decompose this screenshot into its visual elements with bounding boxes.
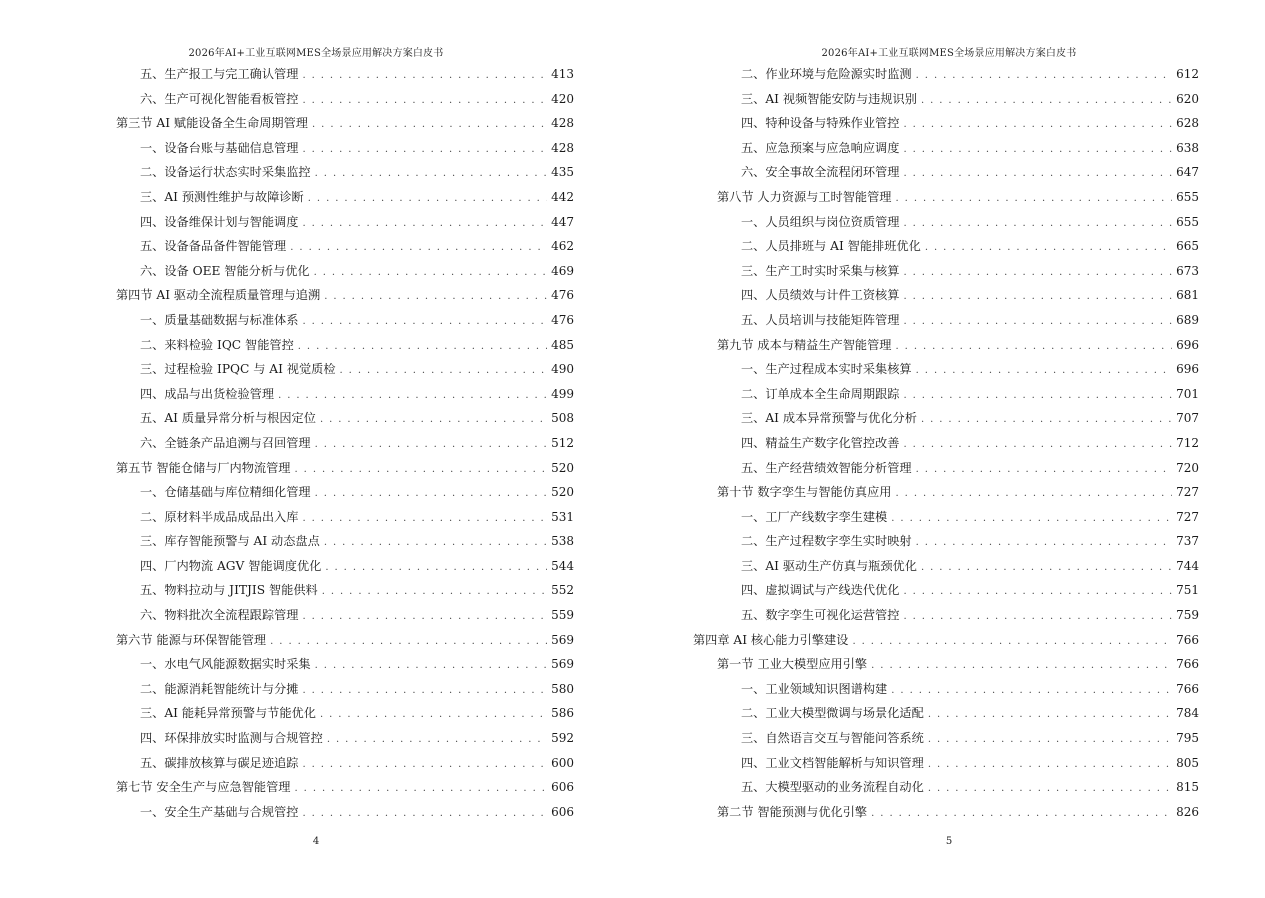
toc-section-entry[interactable] bbox=[717, 333, 1199, 358]
dot-leader bbox=[315, 482, 547, 507]
toc-entry-page: 485 bbox=[551, 337, 574, 352]
toc-subsection-entry[interactable] bbox=[717, 406, 1199, 431]
toc-chapter-entry[interactable] bbox=[693, 628, 1199, 653]
toc-entry-page: 520 bbox=[551, 460, 574, 475]
toc-section-entry[interactable] bbox=[116, 283, 574, 308]
toc-subsection-entry[interactable] bbox=[116, 554, 574, 579]
toc-list bbox=[693, 62, 1199, 824]
toc-section-entry[interactable] bbox=[717, 480, 1199, 505]
toc-subsection-entry[interactable] bbox=[116, 333, 574, 358]
dot-leader bbox=[302, 605, 547, 630]
toc-entry-title: 五、数字孪生可视化运营管控 bbox=[741, 608, 900, 623]
toc-subsection-entry[interactable] bbox=[717, 210, 1199, 235]
toc-entry-title: 第二节 智能预测与优化引擎 bbox=[717, 804, 868, 819]
toc-subsection-entry[interactable] bbox=[717, 505, 1199, 530]
toc-entry-page: 428 bbox=[551, 116, 574, 131]
dot-leader bbox=[928, 753, 1172, 778]
dot-leader bbox=[308, 187, 547, 212]
toc-entry-title: 三、AI 能耗异常预警与节能优化 bbox=[140, 706, 316, 721]
toc-subsection-entry[interactable] bbox=[116, 259, 574, 284]
toc-entry-page: 544 bbox=[551, 558, 574, 573]
toc-subsection-entry[interactable] bbox=[717, 111, 1199, 136]
dot-leader bbox=[903, 310, 1172, 335]
toc-entry-title: 五、AI 质量异常分析与根因定位 bbox=[140, 411, 316, 426]
dot-leader bbox=[295, 458, 548, 483]
toc-subsection-entry[interactable] bbox=[116, 87, 574, 112]
dot-leader bbox=[324, 531, 547, 556]
toc-entry-page: 638 bbox=[1176, 140, 1199, 155]
toc-subsection-entry[interactable] bbox=[116, 431, 574, 456]
toc-entry-page: 586 bbox=[551, 706, 574, 721]
toc-entry-page: 655 bbox=[1176, 189, 1199, 204]
dot-leader bbox=[925, 236, 1172, 261]
toc-subsection-entry[interactable] bbox=[116, 210, 574, 235]
dot-leader bbox=[903, 605, 1172, 630]
toc-subsection-entry[interactable] bbox=[717, 701, 1199, 726]
toc-entry-page: 428 bbox=[551, 140, 574, 155]
toc-subsection-entry[interactable] bbox=[717, 456, 1199, 481]
toc-entry-page: 759 bbox=[1176, 608, 1199, 623]
toc-entry-title: 一、生产过程成本实时采集核算 bbox=[741, 362, 912, 377]
toc-entry-title: 第六节 能源与环保智能管理 bbox=[116, 632, 267, 647]
toc-entry-title: 五、大模型驱动的业务流程自动化 bbox=[741, 780, 924, 795]
dot-leader bbox=[891, 507, 1172, 532]
toc-subsection-entry[interactable] bbox=[116, 62, 574, 87]
toc-entry-title: 四、成品与出货检验管理 bbox=[140, 386, 275, 401]
toc-entry-page: 727 bbox=[1176, 485, 1199, 500]
toc-subsection-entry[interactable] bbox=[116, 652, 574, 677]
dot-leader bbox=[302, 138, 547, 163]
dot-leader bbox=[896, 482, 1173, 507]
toc-entry-page: 689 bbox=[1176, 312, 1199, 327]
page-right bbox=[633, 0, 1265, 898]
toc-entry-page: 766 bbox=[1176, 681, 1199, 696]
toc-entry-page: 712 bbox=[1176, 435, 1199, 450]
dot-leader bbox=[302, 64, 547, 89]
dot-leader bbox=[928, 728, 1172, 753]
toc-entry-title: 六、设备 OEE 智能分析与优化 bbox=[140, 263, 310, 278]
toc-entry-page: 490 bbox=[551, 362, 574, 377]
toc-entry-page: 420 bbox=[551, 91, 574, 106]
toc-section-entry[interactable] bbox=[116, 628, 574, 653]
toc-subsection-entry[interactable] bbox=[717, 234, 1199, 259]
dot-leader bbox=[921, 556, 1172, 581]
toc-entry-title: 二、原材料半成品成品出入库 bbox=[140, 509, 299, 524]
toc-entry-page: 681 bbox=[1176, 288, 1199, 303]
toc-entry-page: 435 bbox=[551, 165, 574, 180]
toc-entry-page: 744 bbox=[1176, 558, 1199, 573]
toc-entry-page: 462 bbox=[551, 239, 574, 254]
dot-leader bbox=[324, 285, 547, 310]
toc-entry-page: 815 bbox=[1176, 780, 1199, 795]
toc-subsection-entry[interactable] bbox=[116, 800, 574, 825]
toc-subsection-entry[interactable] bbox=[116, 357, 574, 382]
toc-subsection-entry[interactable] bbox=[717, 283, 1199, 308]
toc-subsection-entry[interactable] bbox=[717, 578, 1199, 603]
dot-leader bbox=[916, 359, 1172, 384]
toc-entry-title: 第四节 AI 驱动全流程质量管理与追溯 bbox=[116, 288, 321, 303]
toc-entry-title: 第十节 数字孪生与智能仿真应用 bbox=[717, 485, 892, 500]
toc-entry-page: 580 bbox=[551, 681, 574, 696]
toc-entry-page: 569 bbox=[551, 632, 574, 647]
toc-entry-page: 538 bbox=[551, 534, 574, 549]
toc-entry-title: 四、设备维保计划与智能调度 bbox=[140, 214, 299, 229]
toc-entry-page: 826 bbox=[1176, 804, 1199, 819]
toc-entry-page: 766 bbox=[1176, 657, 1199, 672]
dot-leader bbox=[314, 261, 547, 286]
running-header: 2026年AI+工业互联网MES全场景应用解决方案白皮书 bbox=[821, 48, 1077, 59]
toc-entry-title: 二、来料检验 IQC 智能管控 bbox=[140, 337, 294, 352]
page-number: 4 bbox=[312, 836, 320, 847]
toc-entry-title: 一、水电气风能源数据实时采集 bbox=[140, 657, 311, 672]
toc-entry-title: 二、能源消耗智能统计与分摊 bbox=[140, 681, 299, 696]
toc-entry-title: 第七节 安全生产与应急智能管理 bbox=[116, 780, 291, 795]
toc-subsection-entry[interactable] bbox=[116, 505, 574, 530]
toc-subsection-entry[interactable] bbox=[717, 382, 1199, 407]
dot-leader bbox=[928, 703, 1172, 728]
dot-leader bbox=[302, 802, 547, 827]
toc-entry-title: 三、自然语言交互与智能问答系统 bbox=[741, 731, 924, 746]
dot-leader bbox=[302, 679, 547, 704]
toc-subsection-entry[interactable] bbox=[116, 751, 574, 776]
toc-entry-title: 六、生产可视化智能看板管控 bbox=[140, 91, 299, 106]
toc-entry-page: 720 bbox=[1176, 460, 1199, 475]
toc-subsection-entry[interactable] bbox=[717, 357, 1199, 382]
page-left bbox=[0, 0, 632, 898]
toc-subsection-entry[interactable] bbox=[717, 751, 1199, 776]
dot-leader bbox=[916, 64, 1172, 89]
dot-leader bbox=[340, 359, 548, 384]
toc-entry-page: 512 bbox=[551, 435, 574, 450]
toc-entry-title: 二、人员排班与 AI 智能排班优化 bbox=[741, 239, 921, 254]
toc-entry-title: 三、AI 驱动生产仿真与瓶颈优化 bbox=[741, 558, 917, 573]
dot-leader bbox=[312, 113, 547, 138]
toc-subsection-entry[interactable] bbox=[116, 529, 574, 554]
toc-section-entry[interactable] bbox=[116, 456, 574, 481]
toc-subsection-entry[interactable] bbox=[116, 406, 574, 431]
toc-entry-page: 628 bbox=[1176, 116, 1199, 131]
toc-entry-page: 751 bbox=[1176, 583, 1199, 598]
dot-leader bbox=[921, 89, 1172, 114]
toc-entry-page: 606 bbox=[551, 780, 574, 795]
toc-entry-title: 三、过程检验 IPQC 与 AI 视觉质检 bbox=[140, 362, 336, 377]
dot-leader bbox=[871, 802, 1172, 827]
page-number: 5 bbox=[945, 836, 953, 847]
toc-subsection-entry[interactable] bbox=[116, 726, 574, 751]
toc-section-entry[interactable] bbox=[717, 185, 1199, 210]
dot-leader bbox=[903, 384, 1172, 409]
dot-leader bbox=[921, 408, 1172, 433]
toc-entry-title: 四、特种设备与特殊作业管控 bbox=[741, 116, 900, 131]
toc-subsection-entry[interactable] bbox=[116, 185, 574, 210]
toc-entry-title: 四、厂内物流 AGV 智能调度优化 bbox=[140, 558, 322, 573]
toc-subsection-entry[interactable] bbox=[717, 62, 1199, 87]
toc-section-entry[interactable] bbox=[717, 652, 1199, 677]
toc-entry-page: 442 bbox=[551, 189, 574, 204]
dot-leader bbox=[903, 433, 1172, 458]
toc-entry-page: 499 bbox=[551, 386, 574, 401]
dot-leader bbox=[852, 630, 1172, 655]
toc-entry-title: 一、人员组织与岗位资质管理 bbox=[741, 214, 900, 229]
toc-subsection-entry[interactable] bbox=[116, 382, 574, 407]
toc-entry-title: 五、生产经营绩效智能分析管理 bbox=[741, 460, 912, 475]
toc-subsection-entry[interactable] bbox=[717, 529, 1199, 554]
toc-entry-page: 696 bbox=[1176, 362, 1199, 377]
dot-leader bbox=[322, 580, 547, 605]
toc-entry-page: 476 bbox=[551, 288, 574, 303]
toc-subsection-entry[interactable] bbox=[717, 87, 1199, 112]
dot-leader bbox=[298, 335, 547, 360]
dot-leader bbox=[302, 753, 547, 778]
toc-entry-title: 一、安全生产基础与合规管控 bbox=[140, 804, 299, 819]
toc-entry-title: 第五节 智能仓储与厂内物流管理 bbox=[116, 460, 291, 475]
toc-entry-title: 三、AI 成本异常预警与优化分析 bbox=[741, 411, 917, 426]
toc-entry-page: 696 bbox=[1176, 337, 1199, 352]
toc-entry-page: 784 bbox=[1176, 706, 1199, 721]
toc-entry-page: 531 bbox=[551, 509, 574, 524]
toc-entry-title: 二、工业大模型微调与场景化适配 bbox=[741, 706, 924, 721]
toc-list bbox=[116, 62, 574, 824]
dot-leader bbox=[290, 236, 547, 261]
toc-entry-title: 第四章 AI 核心能力引擎建设 bbox=[693, 632, 849, 647]
toc-entry-title: 三、库存智能预警与 AI 动态盘点 bbox=[140, 534, 320, 549]
toc-entry-page: 592 bbox=[551, 731, 574, 746]
toc-entry-title: 第八节 人力资源与工时智能管理 bbox=[717, 189, 892, 204]
toc-subsection-entry[interactable] bbox=[717, 431, 1199, 456]
toc-entry-page: 569 bbox=[551, 657, 574, 672]
toc-subsection-entry[interactable] bbox=[116, 701, 574, 726]
toc-entry-page: 508 bbox=[551, 411, 574, 426]
toc-entry-title: 五、碳排放核算与碳足迹追踪 bbox=[140, 755, 299, 770]
toc-entry-title: 一、仓储基础与库位精细化管理 bbox=[140, 485, 311, 500]
dot-leader bbox=[903, 261, 1172, 286]
dot-leader bbox=[270, 630, 547, 655]
toc-entry-page: 413 bbox=[551, 67, 574, 81]
toc-entry-title: 四、环保排放实时监测与合规管控 bbox=[140, 731, 323, 746]
toc-entry-title: 二、生产过程数字孪生实时映射 bbox=[741, 534, 912, 549]
toc-entry-title: 二、订单成本全生命周期跟踪 bbox=[741, 386, 900, 401]
dot-leader bbox=[302, 310, 547, 335]
toc-subsection-entry[interactable] bbox=[717, 677, 1199, 702]
toc-entry-page: 600 bbox=[551, 755, 574, 770]
toc-entry-page: 673 bbox=[1176, 263, 1199, 278]
dot-leader bbox=[903, 138, 1172, 163]
toc-subsection-entry[interactable] bbox=[116, 234, 574, 259]
toc-entry-page: 701 bbox=[1176, 386, 1199, 401]
toc-section-entry[interactable] bbox=[116, 111, 574, 136]
dot-leader bbox=[302, 212, 547, 237]
toc-entry-title: 一、质量基础数据与标准体系 bbox=[140, 312, 299, 327]
dot-leader bbox=[871, 654, 1172, 679]
toc-subsection-entry[interactable] bbox=[116, 160, 574, 185]
toc-entry-title: 第九节 成本与精益生产智能管理 bbox=[717, 337, 892, 352]
toc-entry-page: 795 bbox=[1176, 731, 1199, 746]
toc-entry-page: 469 bbox=[551, 263, 574, 278]
dot-leader bbox=[891, 679, 1172, 704]
dot-leader bbox=[320, 703, 547, 728]
dot-leader bbox=[928, 777, 1172, 802]
toc-subsection-entry[interactable] bbox=[717, 726, 1199, 751]
dot-leader bbox=[896, 335, 1173, 360]
toc-subsection-entry[interactable] bbox=[717, 308, 1199, 333]
toc-entry-page: 665 bbox=[1176, 239, 1199, 254]
dot-leader bbox=[903, 285, 1172, 310]
toc-subsection-entry[interactable] bbox=[116, 603, 574, 628]
dot-leader bbox=[302, 507, 547, 532]
toc-entry-title: 五、人员培训与技能矩阵管理 bbox=[741, 312, 900, 327]
toc-entry-page: 707 bbox=[1176, 411, 1199, 426]
toc-entry-title: 五、生产报工与完工确认管理 bbox=[140, 67, 299, 81]
dot-leader bbox=[295, 777, 548, 802]
toc-subsection-entry[interactable] bbox=[116, 136, 574, 161]
toc-subsection-entry[interactable] bbox=[717, 775, 1199, 800]
toc-subsection-entry[interactable] bbox=[717, 136, 1199, 161]
toc-entry-page: 620 bbox=[1176, 91, 1199, 106]
toc-entry-title: 一、工厂产线数字孪生建模 bbox=[741, 509, 888, 524]
dot-leader bbox=[903, 580, 1172, 605]
toc-entry-page: 520 bbox=[551, 485, 574, 500]
toc-entry-title: 六、全链条产品追溯与召回管理 bbox=[140, 435, 311, 450]
dot-leader bbox=[903, 212, 1172, 237]
toc-subsection-entry[interactable] bbox=[116, 677, 574, 702]
toc-subsection-entry[interactable] bbox=[717, 259, 1199, 284]
toc-entry-title: 五、设备备品备件智能管理 bbox=[140, 239, 287, 254]
toc-entry-page: 606 bbox=[551, 804, 574, 819]
toc-entry-page: 447 bbox=[551, 214, 574, 229]
dot-leader bbox=[903, 113, 1172, 138]
dot-leader bbox=[320, 408, 547, 433]
toc-entry-page: 766 bbox=[1176, 632, 1199, 647]
toc-entry-page: 805 bbox=[1176, 755, 1199, 770]
toc-entry-title: 六、安全事故全流程闭环管理 bbox=[741, 165, 900, 180]
dot-leader bbox=[327, 728, 547, 753]
toc-entry-title: 四、人员绩效与计件工资核算 bbox=[741, 288, 900, 303]
toc-entry-title: 第一节 工业大模型应用引擎 bbox=[717, 657, 868, 672]
toc-entry-title: 三、生产工时实时采集与核算 bbox=[741, 263, 900, 278]
toc-subsection-entry[interactable] bbox=[116, 578, 574, 603]
toc-entry-title: 三、AI 视频智能安防与违规识别 bbox=[741, 91, 917, 106]
dot-leader bbox=[315, 433, 547, 458]
toc-entry-title: 四、工业文档智能解析与知识管理 bbox=[741, 755, 924, 770]
toc-entry-title: 三、AI 预测性维护与故障诊断 bbox=[140, 189, 304, 204]
toc-subsection-entry[interactable] bbox=[717, 554, 1199, 579]
dot-leader bbox=[315, 162, 547, 187]
dot-leader bbox=[903, 162, 1172, 187]
toc-entry-title: 四、精益生产数字化管控改善 bbox=[741, 435, 900, 450]
toc-subsection-entry[interactable] bbox=[717, 603, 1199, 628]
toc-subsection-entry[interactable] bbox=[116, 308, 574, 333]
dot-leader bbox=[916, 458, 1172, 483]
toc-entry-page: 612 bbox=[1176, 67, 1199, 81]
dot-leader bbox=[916, 531, 1172, 556]
toc-entry-page: 476 bbox=[551, 312, 574, 327]
toc-entry-page: 647 bbox=[1176, 165, 1199, 180]
dot-leader bbox=[278, 384, 547, 409]
toc-entry-title: 第三节 AI 赋能设备全生命周期管理 bbox=[116, 116, 308, 131]
toc-entry-page: 655 bbox=[1176, 214, 1199, 229]
dot-leader bbox=[302, 89, 547, 114]
toc-entry-title: 一、设备台账与基础信息管理 bbox=[140, 140, 299, 155]
toc-subsection-entry[interactable] bbox=[717, 160, 1199, 185]
toc-section-entry[interactable] bbox=[116, 775, 574, 800]
running-header: 2026年AI+工业互联网MES全场景应用解决方案白皮书 bbox=[188, 48, 444, 59]
toc-entry-page: 559 bbox=[551, 608, 574, 623]
toc-entry-title: 四、虚拟调试与产线迭代优化 bbox=[741, 583, 900, 598]
toc-entry-title: 五、物料拉动与 JITJIS 智能供料 bbox=[140, 583, 318, 598]
toc-entry-title: 一、工业领域知识图谱构建 bbox=[741, 681, 888, 696]
toc-entry-title: 六、物料批次全流程跟踪管理 bbox=[140, 608, 299, 623]
dot-leader bbox=[325, 556, 547, 581]
toc-entry-title: 五、应急预案与应急响应调度 bbox=[741, 140, 900, 155]
toc-entry-page: 727 bbox=[1176, 509, 1199, 524]
toc-section-entry[interactable] bbox=[717, 800, 1199, 825]
toc-subsection-entry[interactable] bbox=[116, 480, 574, 505]
dot-leader bbox=[896, 187, 1173, 212]
toc-entry-title: 二、作业环境与危险源实时监测 bbox=[741, 67, 912, 81]
dot-leader bbox=[315, 654, 547, 679]
toc-entry-page: 737 bbox=[1176, 534, 1199, 549]
toc-entry-title: 二、设备运行状态实时采集监控 bbox=[140, 165, 311, 180]
toc-entry-page: 552 bbox=[551, 583, 574, 598]
